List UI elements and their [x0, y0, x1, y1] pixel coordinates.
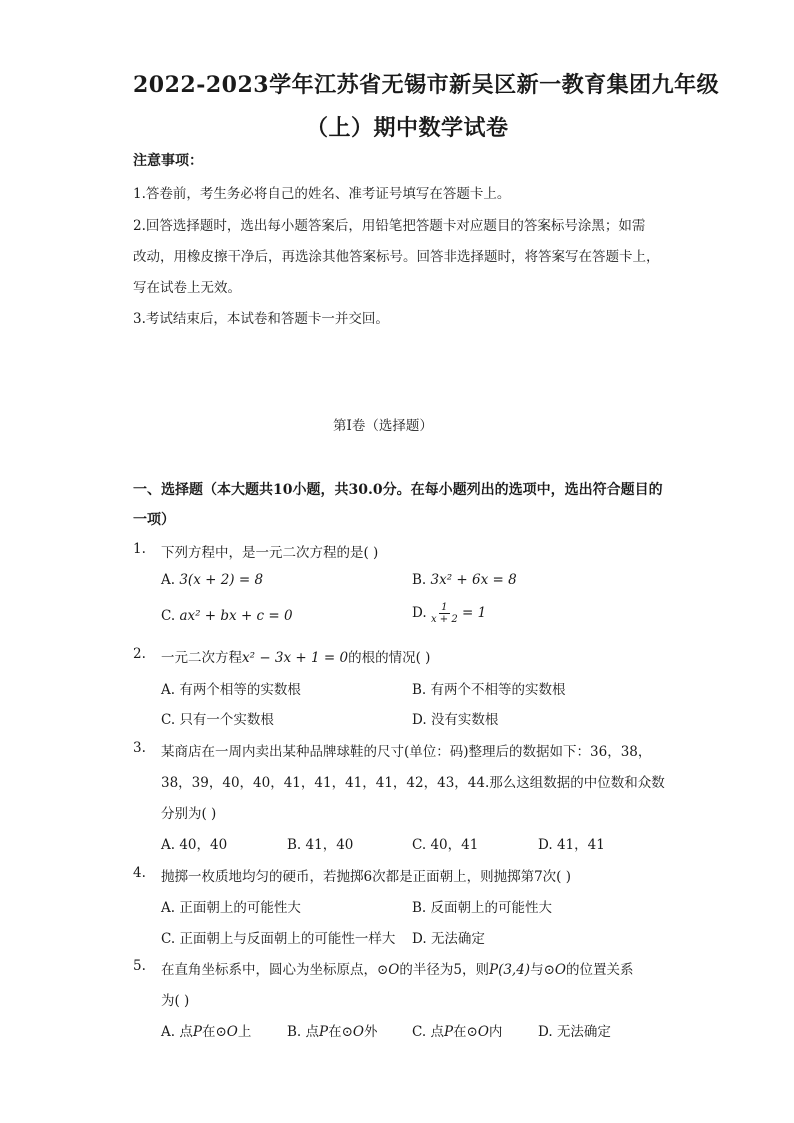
question-stem: 下列方程中，是一元二次方程的是( )	[161, 545, 379, 561]
option-text: 正面朝上与反面朝上的可能性一样大	[179, 931, 396, 947]
option-label: B.	[287, 837, 302, 853]
option-b	[412, 572, 517, 588]
option-label: D.	[538, 1024, 553, 1040]
question-stem: 抛掷一枚质地均匀的硬币，若抛掷6次都是正面朝上，则抛掷第7次( )	[161, 869, 572, 885]
option-label: B.	[412, 572, 427, 588]
note-line: 写在试卷上无效。	[133, 280, 241, 296]
option-text: 3(x + 2) = 8	[179, 572, 264, 588]
section-heading: 一、选择题（本大题共10小题，共30.0分。在每小题列出的选项中，选出符合题目的	[133, 482, 663, 498]
note-line: 1.答卷前，考生务必将自己的姓名、准考证号填写在答题卡上。	[133, 186, 511, 202]
stem-math: x² − 3x + 1 = 0	[242, 650, 349, 666]
option-text: 有两个相等的实数根	[179, 682, 301, 698]
option-text: 外	[364, 1024, 378, 1040]
option-d	[412, 927, 485, 947]
stem-text: 的位置关系	[565, 962, 634, 978]
note-line: 2.回答选择题时，选出每小题答案后，用铅笔把答题卡对应题目的答案标号涂黑；如需	[133, 218, 646, 234]
option-c	[161, 708, 274, 728]
option-math: ⊙O	[215, 1024, 238, 1040]
option-text: 点	[305, 1024, 320, 1040]
option-text: 无法确定	[430, 931, 485, 947]
option-text: 41，40	[305, 837, 354, 853]
exam-title-line1: 2022-2023学年江苏省无锡市新吴区新一教育集团九年级	[133, 72, 720, 98]
question-stem	[161, 958, 633, 978]
stem-math: ⊙O	[543, 962, 566, 978]
option-text: 正面朝上的可能性大	[179, 900, 301, 916]
fraction-numerator: 1	[441, 602, 448, 613]
option-label: D.	[412, 712, 427, 728]
question-number: 2.	[133, 646, 146, 662]
option-text: 3x² + 6x = 8	[430, 572, 517, 588]
section-heading-cont: 一项）	[133, 512, 175, 528]
exam-title-line2: （上）期中数学试卷	[306, 115, 509, 141]
option-text: = 1	[457, 605, 487, 621]
notes-heading: 注意事项：	[133, 153, 203, 169]
option-label: A.	[161, 900, 176, 916]
option-a	[161, 896, 301, 916]
option-text: 40，41	[430, 837, 479, 853]
option-a	[161, 572, 263, 588]
question-stem: 某商店在一周内卖出某种品牌球鞋的尺寸(单位：码)整理后的数据如下：36，38，	[161, 744, 652, 760]
option-text: 在	[328, 1024, 342, 1040]
option-math: ⊙O	[466, 1024, 489, 1040]
option-label: A.	[161, 837, 176, 853]
option-label: D.	[412, 931, 427, 947]
option-label: A.	[161, 682, 176, 698]
option-text: 反面朝上的可能性大	[430, 900, 553, 916]
option-a	[161, 678, 301, 698]
option-label: B.	[287, 1024, 302, 1040]
question-number: 3.	[133, 740, 146, 756]
option-c	[412, 1020, 502, 1040]
stem-text: 的根的情况( )	[348, 650, 431, 666]
option-label: B.	[412, 682, 427, 698]
note-line: 改动，用橡皮擦干净后，再选涂其他答案标号。回答非选择题时，将答案写在答题卡上，	[133, 249, 660, 265]
option-c	[412, 833, 478, 853]
option-text: 41，41	[556, 837, 605, 853]
option-label: C.	[161, 931, 176, 947]
option-math: P	[443, 1024, 454, 1040]
stem-math: ⊙O	[377, 962, 400, 978]
option-d	[412, 602, 486, 625]
option-d	[538, 833, 605, 853]
question-stem-cont: 分别为( )	[161, 806, 217, 822]
option-text: 40，40	[179, 837, 228, 853]
option-d	[412, 708, 498, 728]
option-text: 没有实数根	[430, 712, 499, 728]
part-title: 第I卷（选择题）	[333, 418, 433, 434]
question-number: 5.	[133, 958, 146, 974]
option-label: C.	[161, 608, 176, 624]
stem-text: 的半径为5，则	[399, 962, 489, 978]
option-text: 点	[430, 1024, 444, 1040]
option-text: 有两个不相等的实数根	[430, 682, 566, 698]
option-text: ax² + bx + c = 0	[179, 608, 293, 624]
option-text: 在	[453, 1024, 467, 1040]
question-number: 1.	[133, 541, 146, 557]
stem-text: 一元二次方程	[161, 650, 242, 666]
stem-text: 在直角坐标系中，圆心为坐标原点，	[161, 962, 377, 978]
option-c	[161, 927, 395, 947]
stem-math: P(3,4)	[488, 962, 531, 978]
option-text: 上	[237, 1024, 252, 1040]
option-label: D.	[538, 837, 553, 853]
option-b	[412, 678, 566, 698]
option-label: A.	[161, 572, 176, 588]
fraction-denominator: x + 2	[430, 614, 458, 625]
option-b	[287, 1020, 378, 1040]
option-math: P	[192, 1024, 202, 1040]
option-text: 点	[179, 1024, 193, 1040]
option-label: C.	[412, 837, 427, 853]
stem-text: 与	[530, 962, 544, 978]
question-stem-cont: 38，39，40，40，41，41，41，41，42，43，44.那么这组数据的中位数和众数	[161, 775, 665, 791]
option-math: P	[319, 1024, 329, 1040]
option-text: 在	[201, 1024, 216, 1040]
option-label: B.	[412, 900, 427, 916]
option-text: 只有一个实数根	[179, 712, 274, 728]
option-b	[412, 896, 552, 916]
option-text: 无法确定	[556, 1024, 611, 1040]
option-math: ⊙O	[341, 1024, 364, 1040]
question-stem	[161, 646, 430, 666]
option-a	[161, 833, 227, 853]
option-label: D.	[412, 605, 427, 621]
question-stem-cont: 为( )	[161, 993, 190, 1009]
fraction	[431, 602, 458, 625]
option-label: C.	[161, 712, 176, 728]
option-a	[161, 1020, 251, 1040]
note-line: 3.考试结束后，本试卷和答题卡一并交回。	[133, 311, 389, 327]
option-label: C.	[412, 1024, 427, 1040]
option-label: A.	[161, 1024, 176, 1040]
option-b	[287, 833, 353, 853]
option-c	[161, 608, 293, 624]
question-number: 4.	[133, 865, 146, 881]
option-d	[538, 1020, 611, 1040]
option-text: 内	[488, 1024, 503, 1040]
